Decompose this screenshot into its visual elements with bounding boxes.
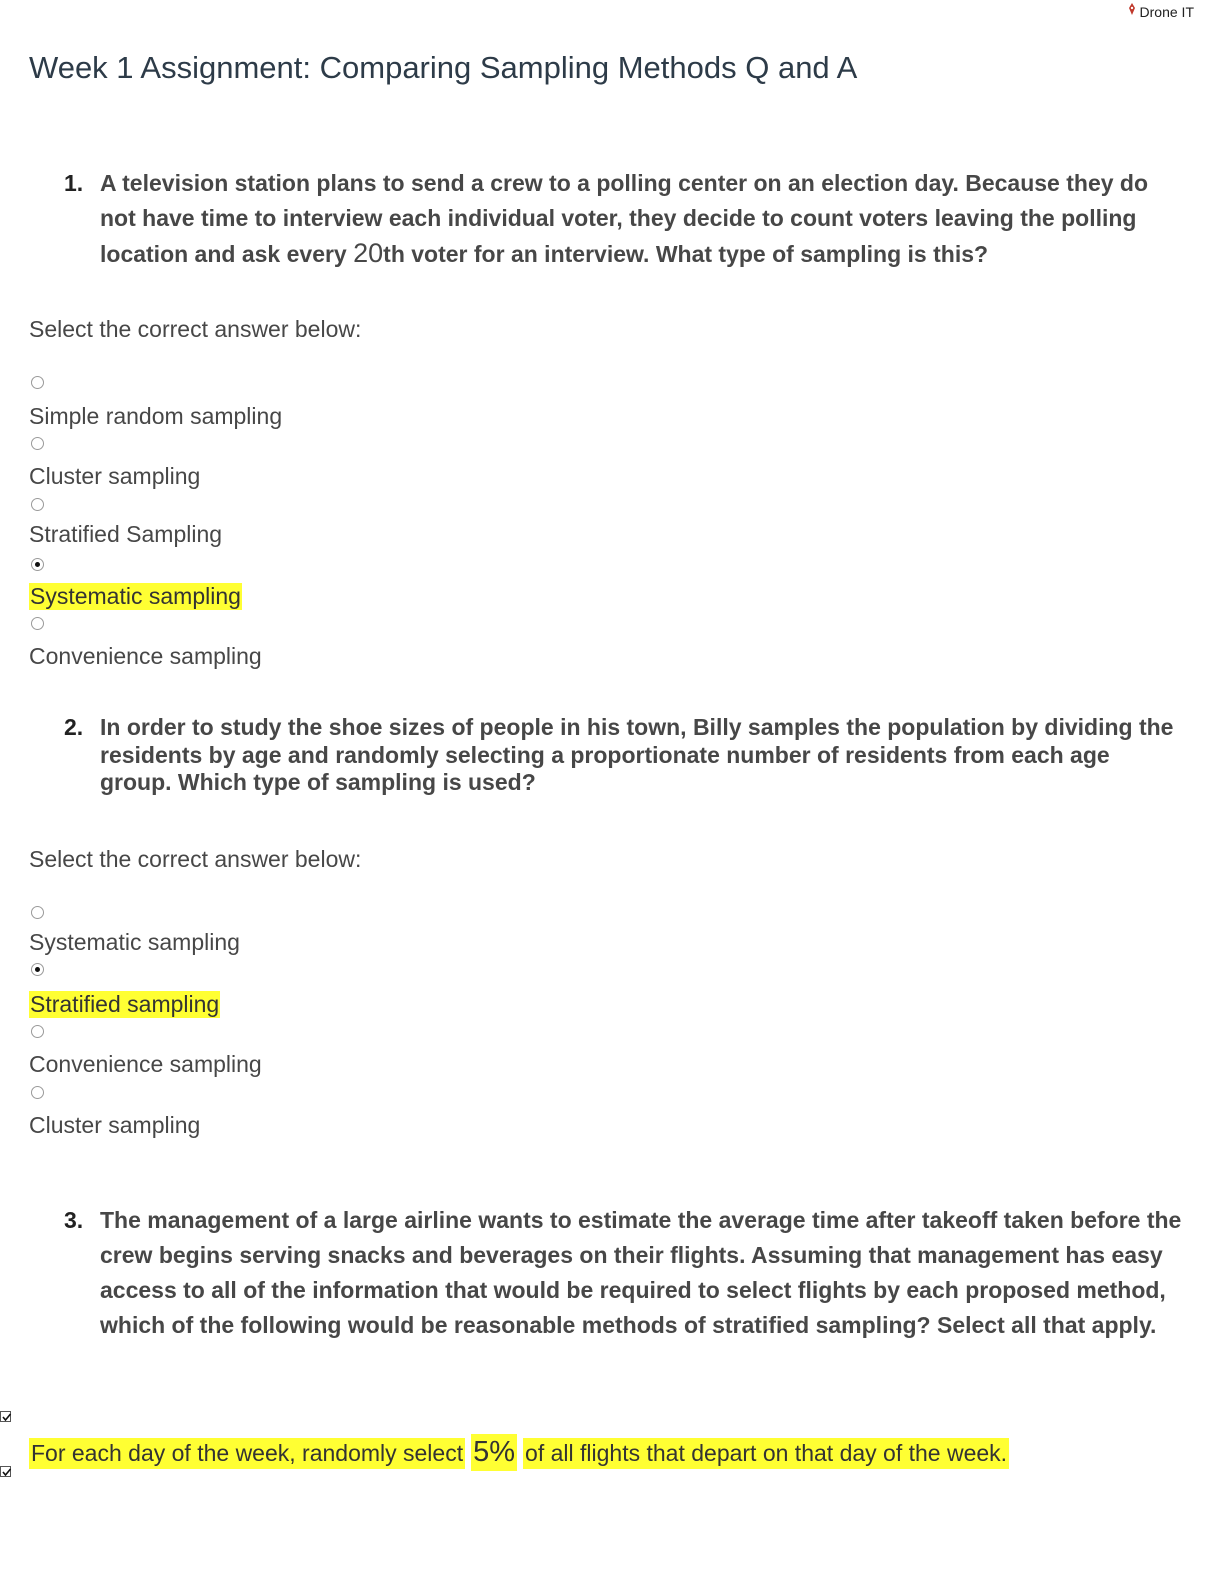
option-label: Convenience sampling <box>29 643 262 669</box>
number-emphasis: 20 <box>353 238 384 268</box>
radio-option-4[interactable] <box>31 1086 44 1099</box>
radio-option-3[interactable] <box>31 1025 44 1038</box>
option-label: Convenience sampling <box>29 1051 262 1077</box>
option-label: Stratified Sampling <box>29 521 223 547</box>
option-label: Systematic sampling <box>29 929 240 955</box>
question-number: 3. <box>64 1207 84 1233</box>
question-text: The management of a large airline wants to estimate the average time after takeoff taken before the crew begins serving snacks and beverages on their flights. Assuming that management has easy access to all of the information that would be required to select flights by each proposed method, which of the following would be reasonable methods of stratified sampling? Select all that apply. <box>100 1207 1182 1338</box>
radio-option-3[interactable] <box>31 498 44 511</box>
radio-option-2[interactable] <box>31 437 44 450</box>
answer-option-selected <box>29 1434 1009 1471</box>
radio-option-2-selected[interactable] <box>31 963 44 976</box>
checkbox-option-2-checked[interactable] <box>0 1466 11 1477</box>
question-number: 2. <box>64 714 84 740</box>
page-title: Week 1 Assignment: Comparing Sampling Methods Q and A <box>29 50 858 85</box>
percent-emphasis: 5% <box>471 1434 517 1471</box>
checkmark-icon <box>1 1412 12 1423</box>
radio-option-5[interactable] <box>31 617 44 630</box>
answer-prompt: Select the correct answer below: <box>29 316 362 342</box>
answer-text-part: For each day of the week, randomly select <box>29 1438 465 1469</box>
radio-option-4-selected[interactable] <box>31 558 44 571</box>
radio-option-1[interactable] <box>31 906 44 919</box>
checkmark-icon <box>1 1467 12 1478</box>
answer-text-part: of all flights that depart on that day of the week. <box>523 1438 1009 1469</box>
answer-prompt: Select the correct answer below: <box>29 846 362 872</box>
brand <box>1128 4 1194 20</box>
question-text: A television station plans to send a crew to a polling center on an election day. Because they do not have time to interview each individual voter, they decide to count voters leaving the polling location and ask every 20th voter for an interview. What type of sampling is this? <box>100 170 1149 268</box>
brand-name: Drone IT <box>1139 4 1194 20</box>
question-number: 1. <box>64 170 84 196</box>
option-label-selected: Systematic sampling <box>30 583 241 609</box>
option-label-selected: Stratified sampling <box>30 991 220 1017</box>
checkbox-option-1-checked[interactable] <box>0 1411 11 1422</box>
option-label: Simple random sampling <box>29 403 283 429</box>
radio-option-1[interactable] <box>31 376 44 389</box>
pen-nib-icon <box>1128 3 1136 15</box>
option-label: Cluster sampling <box>29 463 201 489</box>
question-text: In order to study the shoe sizes of people in his town, Billy samples the population by dividing the residents by age and randomly selecting a proportionate number of residents from each age group. Which type of sampling is used? <box>100 714 1174 795</box>
option-label: Cluster sampling <box>29 1112 201 1138</box>
